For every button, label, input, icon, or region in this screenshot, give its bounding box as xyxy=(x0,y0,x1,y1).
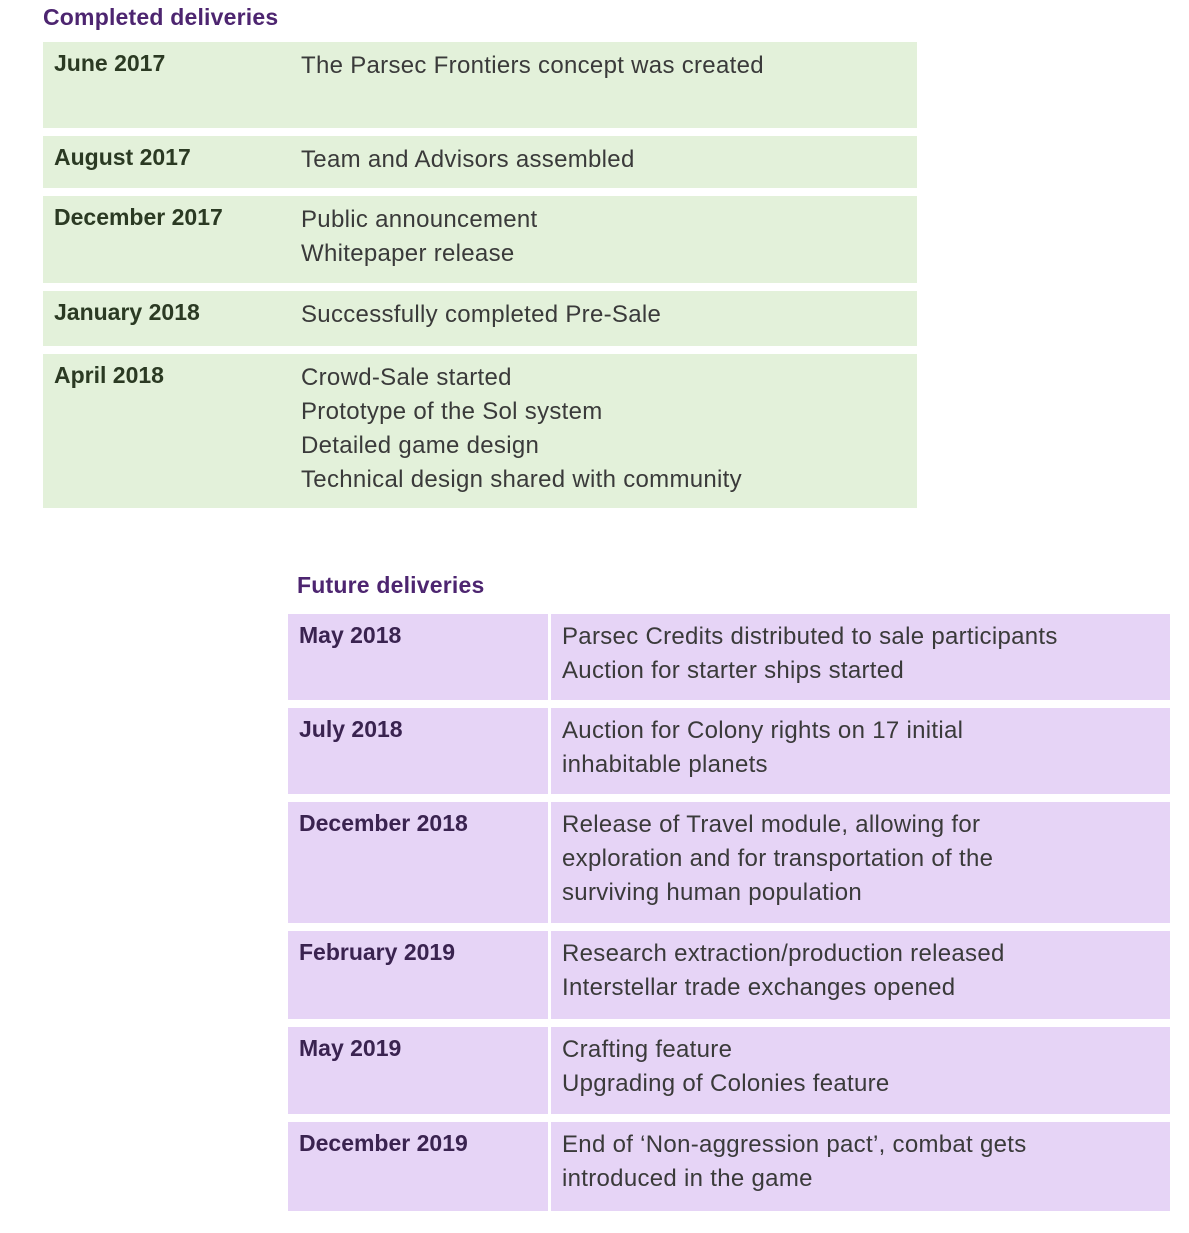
delivery-item: Release of Travel module, allowing for xyxy=(562,811,981,838)
delivery-date: December 2019 xyxy=(299,1130,468,1156)
completed-deliveries-title: Completed deliveries xyxy=(43,4,279,30)
future-row xyxy=(288,1122,1170,1211)
future-row xyxy=(288,614,1170,708)
delivery-description xyxy=(301,42,917,128)
delivery-item: Successfully completed Pre-Sale xyxy=(301,301,662,328)
delivery-item: Research extraction/production released xyxy=(562,940,1005,967)
delivery-item: The Parsec Frontiers concept was created xyxy=(301,52,764,79)
future-deliveries-title: Future deliveries xyxy=(297,572,485,598)
delivery-date: May 2018 xyxy=(299,622,402,648)
delivery-date: February 2019 xyxy=(299,939,455,965)
delivery-item: Detailed game design xyxy=(301,432,540,459)
delivery-item: Interstellar trade exchanges opened xyxy=(562,974,956,1001)
delivery-item: inhabitable planets xyxy=(562,751,768,778)
delivery-date: April 2018 xyxy=(54,362,164,388)
future-deliveries-table xyxy=(288,614,1170,1211)
delivery-date: January 2018 xyxy=(54,299,200,325)
delivery-item: Prototype of the Sol system xyxy=(301,398,603,425)
delivery-item: End of ‘Non-aggression pact’, combat gets xyxy=(562,1131,1027,1158)
delivery-item: exploration and for transportation of the xyxy=(562,845,994,872)
delivery-description xyxy=(548,1122,1170,1211)
future-row xyxy=(288,1027,1170,1122)
delivery-date: December 2017 xyxy=(54,204,223,230)
delivery-date: July 2018 xyxy=(299,716,403,742)
delivery-description xyxy=(548,802,1170,923)
delivery-description xyxy=(301,196,917,283)
delivery-description xyxy=(301,136,917,188)
completed-row xyxy=(43,42,917,136)
delivery-description xyxy=(548,1027,1170,1114)
delivery-item: Crafting feature xyxy=(562,1036,733,1063)
delivery-item: Upgrading of Colonies feature xyxy=(562,1070,890,1097)
delivery-item: Parsec Credits distributed to sale participants xyxy=(562,623,1058,650)
completed-row xyxy=(43,136,917,196)
completed-row xyxy=(43,354,917,508)
delivery-item: Crowd-Sale started xyxy=(301,364,512,391)
delivery-description xyxy=(301,291,917,346)
delivery-date: December 2018 xyxy=(299,810,468,836)
delivery-date: June 2017 xyxy=(54,50,166,76)
future-row xyxy=(288,802,1170,931)
delivery-item: surviving human population xyxy=(562,879,862,906)
future-row xyxy=(288,708,1170,802)
completed-row xyxy=(43,196,917,291)
delivery-item: Whitepaper release xyxy=(301,240,515,267)
delivery-description xyxy=(548,614,1170,700)
delivery-description xyxy=(301,354,917,508)
completed-row xyxy=(43,291,917,354)
delivery-item: Auction for Colony rights on 17 initial xyxy=(562,717,964,744)
delivery-item: introduced in the game xyxy=(562,1165,813,1192)
delivery-item: Public announcement xyxy=(301,206,538,233)
delivery-description xyxy=(548,708,1170,794)
completed-deliveries-table xyxy=(43,42,917,508)
delivery-item: Auction for starter ships started xyxy=(562,657,905,684)
delivery-item: Technical design shared with community xyxy=(301,466,742,493)
delivery-description xyxy=(548,931,1170,1019)
delivery-date: May 2019 xyxy=(299,1035,402,1061)
delivery-date: August 2017 xyxy=(54,144,191,170)
delivery-item: Team and Advisors assembled xyxy=(301,146,635,173)
future-row xyxy=(288,931,1170,1027)
